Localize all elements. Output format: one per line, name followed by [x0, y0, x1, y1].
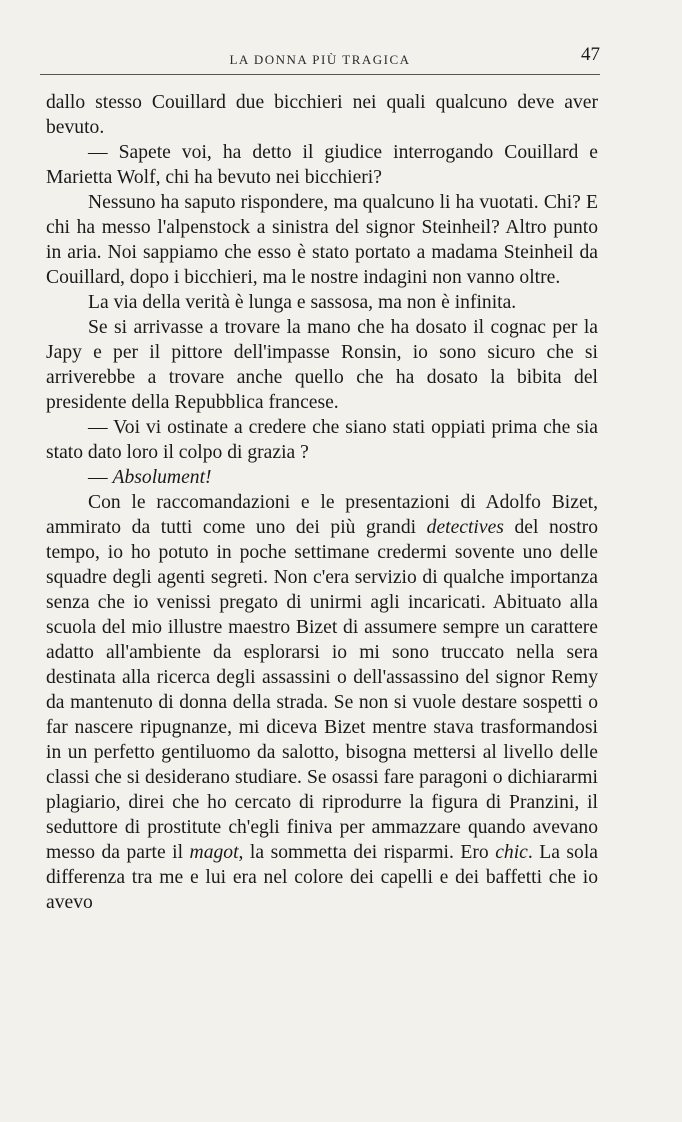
header-rule	[40, 74, 600, 75]
text-segment: Con le raccomandazioni e le presentazioni di Adolfo Bizet, ammirato da tutti come uno dei più grandi	[46, 492, 598, 538]
dash: —	[88, 467, 113, 488]
text-segment: del nostro tempo, io ho potuto in poche settimane credermi sovente uno delle squadre degli agenti segreti. Non c'era servizio di qualche importanza senza che io venissi pregato di unirmi agli incaricati. Abituato alla scuola del mio illustre maestro Bizet di assumere sempre un carattere adatto all'ambiente da esplorarsi io mi sono truccato nella sera destinata alla ricerca degli assassini o dell'assassino del signor Remy da mantenuto di donna della strada. Se non si vuole destare sospetti o far nascere ripugnanze, mi diceva Bizet mentre stava trasformandosi in un perfetto gentiluomo da salotto, bisogna mettersi al livello delle classi che si desiderano studiare. Se osassi fare paragoni o dichiararmi plagiario, direi che ho cercato di riprodurre la figura di Pranzini, il seduttore di prostitute ch'egli finiva per ammazzare quando avevano messo da parte il	[46, 517, 598, 863]
paragraph-raccomandazioni	[46, 490, 598, 915]
paragraph-continuation: dallo stesso Couillard due bicchieri nei quali qualcuno deve aver bevuto.	[46, 92, 598, 138]
text-segment: . La sola differenza tra me e lui era nel colore dei capelli e dei baffetti che io avevo	[46, 842, 598, 913]
page-header	[40, 44, 600, 74]
page-number: 47	[581, 44, 600, 65]
paragraph-cognac: Se si arrivasse a trovare la mano che ha dosato il cognac per la Japy e per il pittore dell'impasse Ronsin, io sono sicuro che si arriverebbe a trovare anche quello che ha dosato la bibita del presidente della Repubblica francese.	[46, 317, 598, 413]
text-segment: , la sommetta dei risparmi. Ero	[238, 842, 496, 863]
paragraph-absolument	[46, 465, 598, 490]
italic-detectives: detectives	[426, 517, 504, 538]
italic-magot: magot	[189, 842, 239, 863]
paragraph-nessuno: Nessuno ha saputo rispondere, ma qualcuno li ha vuotati. Chi? E chi ha messo l'alpenstock a sinistra del signor Steinheil? Altro punto in aria. Noi sappiamo che esso è stato portato a madama Steinheil da Couillard, dopo i bicchieri, ma le nostre indagini non vanno oltre.	[46, 192, 598, 288]
body-text	[46, 90, 598, 915]
running-title: LA DONNA PIÙ TRAGICA	[229, 52, 411, 67]
paragraph-oppiati: — Voi vi ostinate a credere che siano stati oppiati prima che sia stato dato loro il colpo di grazia ?	[46, 417, 598, 463]
italic-chic: chic	[495, 842, 528, 863]
absolument-word: Absolument!	[112, 467, 212, 488]
paragraph-verita: La via della verità è lunga e sassosa, ma non è infinita.	[88, 292, 517, 313]
paragraph-dialogue-judge: — Sapete voi, ha detto il giudice interrogando Couillard e Marietta Wolf, chi ha bevuto nei bicchieri?	[46, 142, 598, 188]
